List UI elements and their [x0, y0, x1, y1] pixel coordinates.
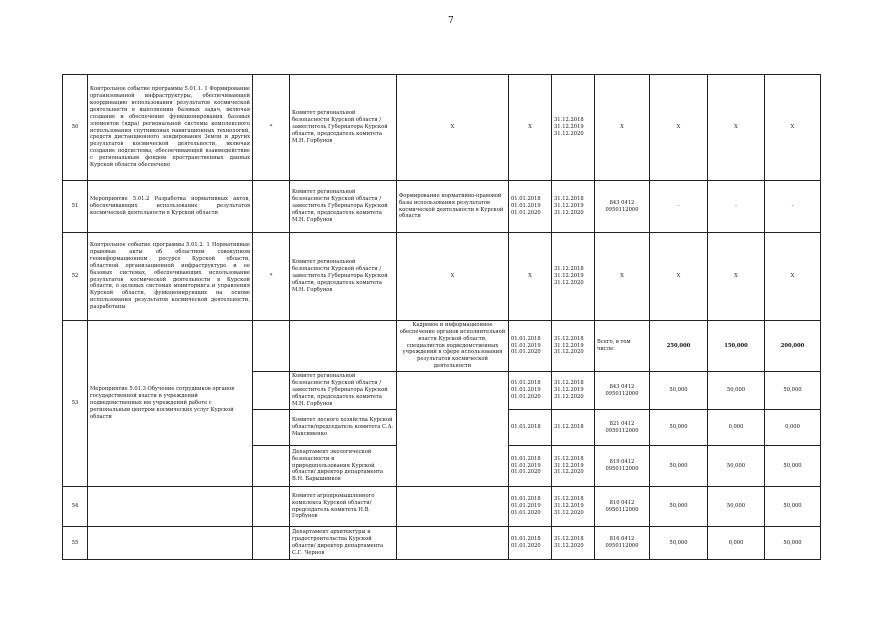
mark: * — [253, 233, 290, 321]
value-2018: 50,000 — [650, 446, 708, 487]
start-date: 01.01.2020 — [511, 209, 541, 216]
kbk — [595, 446, 650, 487]
end-date: 31.12.2018 — [552, 410, 595, 446]
start-dates — [509, 372, 552, 410]
end-date: 31.12.2018 — [554, 335, 584, 342]
value-2018: - — [650, 181, 708, 233]
start-date: 01.01.2018 — [509, 410, 552, 446]
value-2019: 50,000 — [708, 372, 765, 410]
end-dates — [552, 181, 595, 233]
end-dates — [552, 75, 595, 181]
end-date: 31.12.2019 — [554, 273, 584, 280]
start-date: 01.01.2020 — [511, 543, 541, 550]
event-name: Мероприятие 5.01.2 Разработка нормативных актов, обеспечивающих использование результатов космической деятельности в Курской области — [88, 181, 253, 233]
kbk-code: 0950112000 — [605, 506, 639, 513]
start-date: 01.01.2020 — [511, 469, 541, 476]
start-date: 01.01.2018 — [511, 496, 541, 503]
end-date: 31.12.2020 — [554, 509, 584, 516]
table-row-55 — [63, 527, 821, 560]
end-date: 31.12.2018 — [554, 455, 584, 462]
start-date: 01.01.2020 — [511, 349, 541, 356]
value-2019: Х — [708, 75, 765, 181]
total-label: Всего, в том числе: — [595, 321, 650, 372]
start-dates — [509, 321, 552, 372]
result: Формирование нормативно-правовой базы использования результатов космической деятельности в Курской области — [397, 181, 509, 233]
end-dates — [552, 233, 595, 321]
end-dates — [552, 372, 595, 410]
start-date: 01.01.2018 — [511, 536, 541, 543]
start-date: 01.01.2019 — [511, 462, 541, 469]
end-date: 31.12.2019 — [554, 203, 584, 210]
start-date: Х — [509, 75, 552, 181]
end-date: 31.12.2020 — [554, 393, 584, 400]
end-dates — [552, 487, 595, 527]
value-2019: - — [708, 181, 765, 233]
end-date: 31.12.2018 — [554, 380, 584, 387]
end-date: 31.12.2018 — [554, 196, 584, 203]
value-2020: 50,000 — [765, 372, 821, 410]
result: Х — [397, 233, 509, 321]
result: Кадровое и информационное обеспечение органов исполнительной власти Курской области, специалистов подведомственных учреждений в сфере использования результатов космической деятельности — [397, 321, 509, 372]
kbk-code: 0950112000 — [605, 427, 639, 434]
end-dates — [552, 527, 595, 560]
value-2019: 0,000 — [708, 527, 765, 560]
event-name: Контрольное событие программы 5.01.1. 1 Формирование организованной инфраструктуры, обеспечивающей координацию использования результатов космической деятельности в выполнении базовых задач, включая создание и обеспечение функционирования базовых элементов (ядра) региональной системы комплексного использования спутниковых навигационных технологий, средств дистанционного зондирования Земли и других результатов космической деятельности, включая создание подсистемы, обеспечивающей взаимодействие с региональным фондом пространственных данных Курской области обеспечено — [88, 75, 253, 181]
kbk-code: 0950112000 — [605, 466, 639, 473]
event-name: Контрольное событие программы 5.01.2. 1 Нормативные правовые акты об областном совокупном геоинформационном ресурсе Курской области, областной организационной инфраструктуре и ее базовых системах, обеспечивающих использование результатов космической деятельности в Курской области, о целевых системах мониторинга и управления Курской области, функционирующих на основе использования результатов космической деятельности, разработаны — [88, 233, 253, 321]
end-date: 31.12.2020 — [554, 279, 584, 286]
value-2018: Х — [650, 75, 708, 181]
start-dates — [509, 527, 552, 560]
mark: * — [253, 75, 290, 181]
kbk-code: 816 0412 — [609, 536, 635, 543]
value-2020: Х — [765, 233, 821, 321]
kbk-code: 0950112000 — [605, 206, 639, 213]
value-2018: 50,000 — [650, 410, 708, 446]
start-dates — [509, 446, 552, 487]
end-date: 31.12.2018 — [554, 266, 584, 273]
start-date: 01.01.2019 — [511, 203, 541, 210]
table-row-53 — [63, 321, 821, 372]
value-2019: 0,000 — [708, 410, 765, 446]
start-dates — [509, 181, 552, 233]
executor: Комитет региональной безопасности Курской области /заместитель Губернатора Курской области, председатель комитета М.Н. Горбунов — [290, 181, 397, 233]
executor: Комитет агропромышленного комплекса Курской области/ председатель комитета Н.В. Горбунов — [290, 487, 397, 527]
kbk — [595, 372, 650, 410]
start-date: 01.01.2020 — [511, 509, 541, 516]
start-date: 01.01.2019 — [511, 342, 541, 349]
kbk-code: 819 0412 — [609, 459, 635, 466]
end-date: 31.12.2018 — [554, 117, 584, 124]
row-number: 54 — [63, 487, 88, 527]
value-2018: 50,000 — [650, 372, 708, 410]
value-2019: Х — [708, 233, 765, 321]
end-date: 31.12.2020 — [554, 469, 584, 476]
start-date: Х — [509, 233, 552, 321]
table-row-51 — [63, 181, 821, 233]
page-number: 7 — [448, 16, 454, 26]
row-number: 52 — [63, 233, 88, 321]
start-date: 01.01.2019 — [511, 387, 541, 394]
table-row-52 — [63, 233, 821, 321]
kbk-code: 810 0412 — [609, 499, 635, 506]
value-2019: 50,000 — [708, 446, 765, 487]
kbk-code: 843 0412 — [609, 199, 635, 206]
kbk: Х — [595, 75, 650, 181]
start-date: 01.01.2019 — [511, 503, 541, 510]
value-2018: 250,000 — [650, 321, 708, 372]
value-2019: 150,000 — [708, 321, 765, 372]
kbk — [595, 410, 650, 446]
executor: Комитет региональной безопасности Курской области /заместитель Губернатора Курской области, председатель комитета М.Н. Горбунов — [290, 75, 397, 181]
value-2020: 200,000 — [765, 321, 821, 372]
value-2020: 0,000 — [765, 410, 821, 446]
executor: Комитет региональной безопасности Курской области /заместитель Губернатора Курской области, председатель комитета М.Н. Горбунов — [290, 372, 397, 410]
event-name: Мероприятие 5.01.3 Обучение сотрудников органов государственной власти и учреждений подведомственных им учреждений работе с региональным центром космических услуг Курской области — [88, 321, 253, 487]
kbk-code: 0950112000 — [605, 543, 639, 550]
value-2020: 50,000 — [765, 446, 821, 487]
start-date: 01.01.2018 — [511, 380, 541, 387]
start-dates — [509, 487, 552, 527]
row-number: 50 — [63, 75, 88, 181]
value-2018: 50,000 — [650, 487, 708, 527]
end-date: 31.12.2020 — [554, 209, 584, 216]
end-date: 31.12.2019 — [554, 503, 584, 510]
end-dates — [552, 321, 595, 372]
end-date: 31.12.2019 — [554, 124, 584, 131]
end-dates — [552, 446, 595, 487]
end-date: 31.12.2019 — [554, 387, 584, 394]
kbk — [595, 487, 650, 527]
result: Х — [397, 75, 509, 181]
executor: Департамент архитектуры и градостроительства Курской области/ директор департамента С.Г. Чернов — [290, 527, 397, 560]
table-row-50 — [63, 75, 821, 181]
value-2019: 50,000 — [708, 487, 765, 527]
end-date: 31.12.2018 — [554, 496, 584, 503]
executor: Комитет региональной безопасности Курской области /заместитель Губернатора Курской области, председатель комитета М.Н. Горбунов — [290, 233, 397, 321]
program-table — [62, 74, 821, 560]
start-date: 01.01.2020 — [511, 393, 541, 400]
value-2020: Х — [765, 75, 821, 181]
kbk — [595, 527, 650, 560]
executor: Департамент экологической безопасности и природопользования Курской области/ директор департамента В.Н. Барышников — [290, 446, 397, 487]
executor: Комитет лесного хозяйства Курской области/председатель комитета С.А. Максименко — [290, 410, 397, 446]
kbk-code: 821 0412 — [609, 420, 635, 427]
start-date: 01.01.2018 — [511, 335, 541, 342]
start-date: 01.01.2018 — [511, 455, 541, 462]
end-date: 31.12.2020 — [554, 543, 584, 550]
kbk — [595, 181, 650, 233]
end-date: 31.12.2018 — [554, 536, 584, 543]
value-2020: 50,000 — [765, 487, 821, 527]
value-2018: Х — [650, 233, 708, 321]
table-row-54 — [63, 487, 821, 527]
value-2020: - — [765, 181, 821, 233]
row-number: 51 — [63, 181, 88, 233]
value-2018: 50,000 — [650, 527, 708, 560]
start-date: 01.01.2018 — [511, 196, 541, 203]
kbk-code: 0950112000 — [605, 390, 639, 397]
end-date: 31.12.2019 — [554, 462, 584, 469]
kbk: Х — [595, 233, 650, 321]
row-number: 55 — [63, 527, 88, 560]
row-number: 53 — [63, 321, 88, 487]
value-2020: 50,000 — [765, 527, 821, 560]
kbk-code: 843 0412 — [609, 383, 635, 390]
end-date: 31.12.2019 — [554, 342, 584, 349]
end-date: 31.12.2020 — [554, 349, 584, 356]
end-date: 31.12.2020 — [554, 130, 584, 137]
